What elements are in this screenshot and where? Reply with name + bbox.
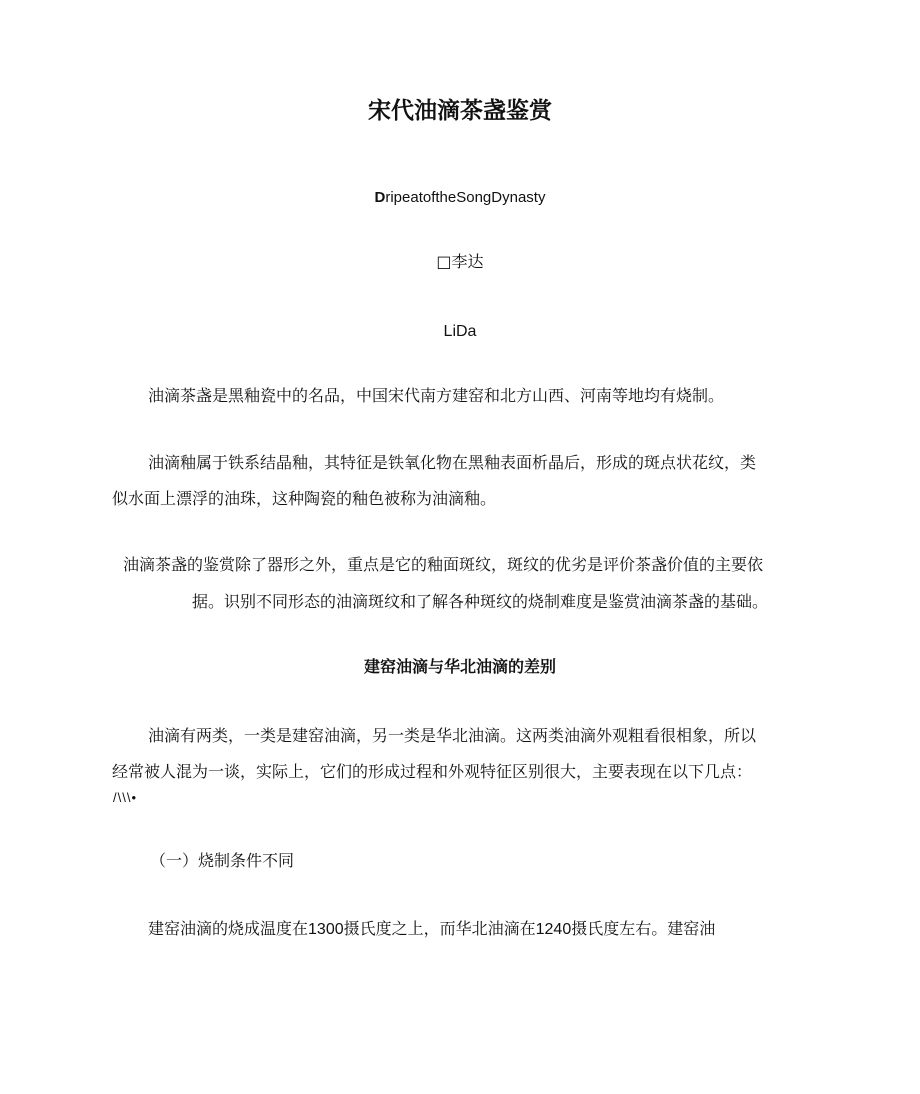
paragraph-glaze-line-2: 似水面上漂浮的油珠，这种陶瓷的釉色被称为油滴釉。 [112, 489, 497, 508]
paragraph-appraisal-line-1: 油滴茶盏的鉴赏除了器形之外，重点是它的釉面斑纹，斑纹的优劣是评价茶盏价值的主要依 [123, 555, 764, 574]
author-name-cn: 李达 [451, 252, 484, 271]
english-subtitle [0, 188, 920, 208]
temperature-text-3: 摄氏度左右。建窑油 [571, 919, 716, 938]
temperature-value-north: 1240 [535, 921, 572, 938]
temperature-text-1: 建窑油滴的烧成温度在 [148, 919, 309, 938]
author-line [0, 252, 920, 272]
subtitle-rest: ripeatoftheSongDynasty [385, 189, 546, 206]
author-box-glyph: □ [436, 252, 452, 271]
subsection-heading: （一）烧制条件不同 [150, 851, 295, 870]
paragraph-intro: 油滴茶盏是黑釉瓷中的名品，中国宋代南方建窑和北方山西、河南等地均有烧制。 [148, 386, 725, 405]
subtitle-lead-letter: D [374, 189, 386, 206]
paragraph-types-line-2: 经常被人混为一谈，实际上，它们的形成过程和外观特征区别很大，主要表现在以下几点： [112, 762, 753, 781]
temperature-value-jian: 1300 [308, 921, 344, 938]
paragraph-types-line-1: 油滴有两类，一类是建窑油滴，另一类是华北油滴。这两类油滴外观粗看很相象，所以 [148, 726, 757, 745]
page-title: 宋代油滴茶盏鉴赏 [368, 98, 552, 124]
author-name-en: LiDa [443, 323, 477, 340]
stray-marks: /\\\• [113, 790, 137, 805]
paragraph-temperature [148, 919, 715, 940]
section-heading: 建窑油滴与华北油滴的差别 [363, 657, 556, 676]
temperature-text-2: 摄氏度之上，而华北油滴在 [343, 919, 536, 938]
paragraph-glaze-line-1: 油滴釉属于铁系结晶釉，其特征是铁氧化物在黑釉表面析晶后，形成的斑点状花纹，类 [148, 453, 757, 472]
paragraph-appraisal-line-2: 据。识别不同形态的油滴斑纹和了解各种斑纹的烧制难度是鉴赏油滴茶盏的基础。 [192, 592, 769, 611]
